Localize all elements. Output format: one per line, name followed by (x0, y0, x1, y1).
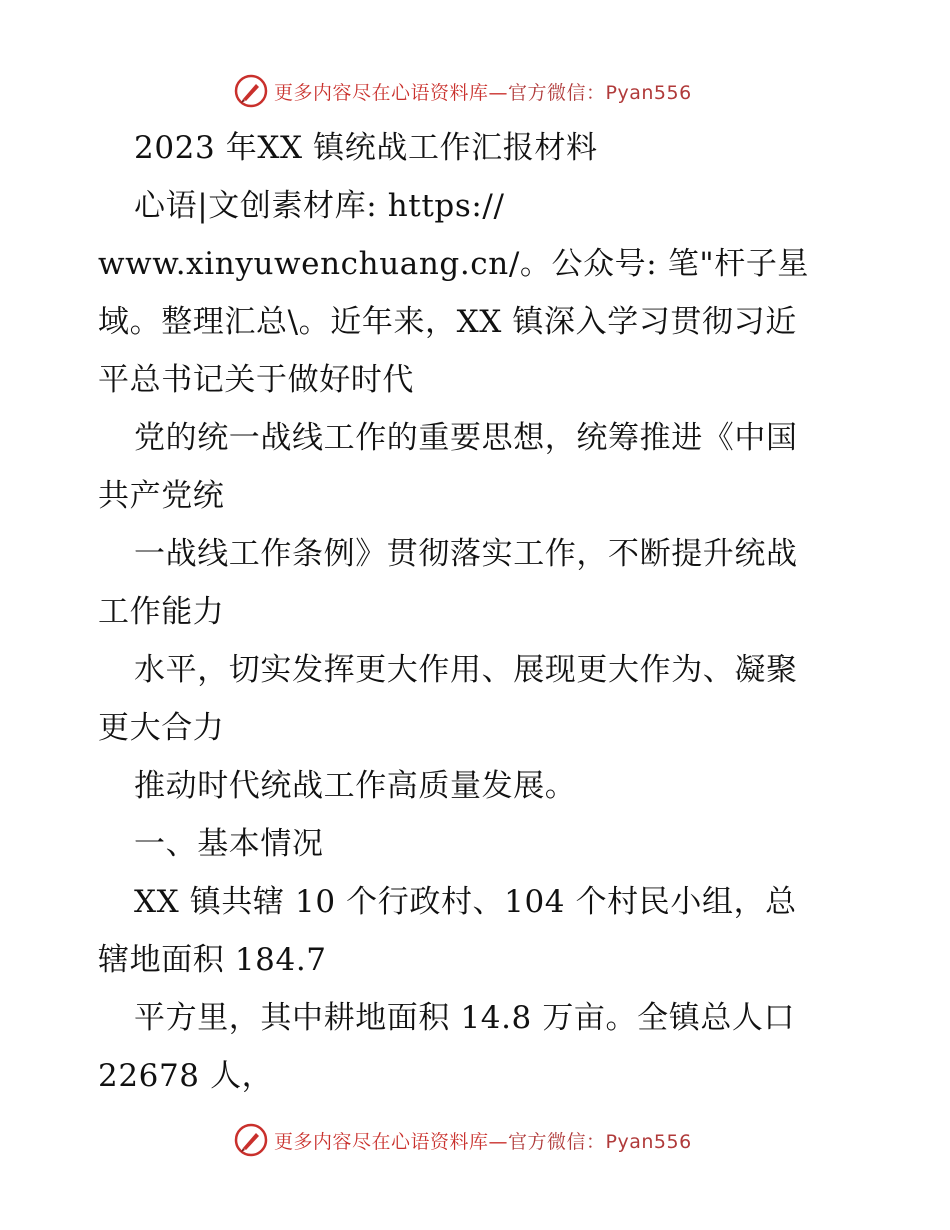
body-line: 22678 人， (98, 1058, 274, 1094)
body-line: 一战线工作条例》贯彻落实工作，不断提升统战 (134, 536, 798, 572)
body-line: 水平，切实发挥更大作用、展现更大作为、凝聚 (134, 652, 798, 688)
body-line: 党的统一战线工作的重要思想，统筹推进《中国 (134, 420, 798, 456)
watermark-text: 更多内容尽在心语资料库—官方微信：Pyan556 (274, 81, 692, 104)
body-line: 共产党统 (98, 478, 225, 514)
pen-logo-icon (234, 74, 268, 108)
body-line: 心语|文创素材库: https:// (134, 188, 505, 224)
section-heading: 一、基本情况 (134, 826, 324, 862)
document-title: 2023 年XX 镇统战工作汇报材料 (134, 130, 598, 166)
body-line: 辖地面积 184.7 (98, 942, 327, 978)
body-line: 推动时代统战工作高质量发展。 (134, 768, 577, 804)
body-line: 工作能力 (98, 594, 225, 630)
body-line: 域。整理汇总\。近年来，XX 镇深入学习贯彻习近 (98, 304, 797, 340)
watermark-header (234, 73, 692, 109)
body-line: 平总书记关于做好时代 (98, 362, 414, 398)
body-line: 更大合力 (98, 710, 225, 746)
body-line: 平方里，其中耕地面积 14.8 万亩。全镇总人口 (134, 1000, 796, 1036)
body-line: www.xinyuwenchuang.cn/。公众号: 笔"杆子星 (98, 246, 810, 282)
watermark-footer (234, 1122, 692, 1158)
watermark-text: 更多内容尽在心语资料库—官方微信：Pyan556 (274, 1130, 692, 1153)
pen-logo-icon (234, 1123, 268, 1157)
body-line: XX 镇共辖 10 个行政村、104 个村民小组，总 (134, 884, 797, 920)
